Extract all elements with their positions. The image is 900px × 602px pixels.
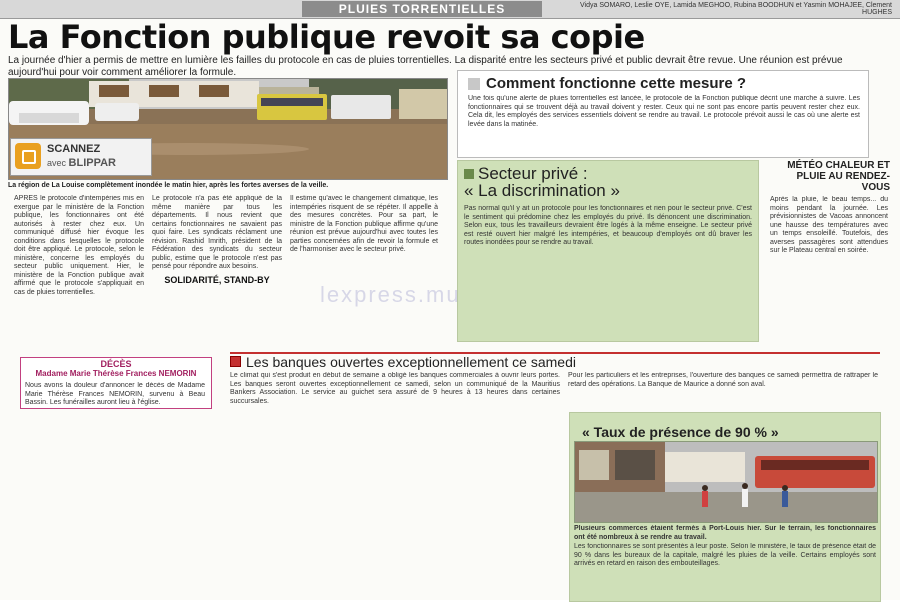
byline: Vidya SOMARO, Leslie OYE, Lamida MEGHOO, Rubina BOODHUN et Yasmin MOHAJEE, Clement HUGHES [580, 2, 892, 16]
photo-caption: La région de La Louise complètement inondée le matin hier, après les fortes averses de la veille. [8, 182, 329, 189]
obituary-name: Madame Marie Thérèse Frances NEMORIN [35, 369, 197, 378]
scan-label: SCANNEZ [47, 143, 101, 155]
scan-app-label: avec BLIPPAR [47, 157, 116, 169]
photo-caption: Plusieurs commerces étaient fermés à Port-Louis hier. Sur le terrain, les fonctionnaires ont été nombreux à se rendre au travail. [574, 525, 876, 541]
banks-title: Les banques ouvertes exceptionnellement ce samedi [230, 352, 880, 370]
section-kicker: PLUIES TORRENTIELLES [302, 1, 542, 17]
article-column-1: APRÈS le protocole d'intempéries mis en exergue par le ministère de la Fonction publique, les fonctionnaires ont été autorisés à rester chez eux. Un communiqué diffusé hier évoque les conditions dans lesquelles le protocole doit être appliqué. Le protocole, selon le ministère, concerne les employés du secteur public uniquement. Hier, le ministère de la Fonction publique avait affirmé que le protocole s'appliquait en cas de pluies torrentielles. [14, 195, 144, 296]
article-lead: La journée d'hier a permis de mettre en lumière les failles du protocole en cas de pluies torrentielles. La disparité entre les secteurs privé et public devrait être revue. Une réunion est prévue aujourd'hui pour voir comment améliorer la formule. [8, 55, 843, 78]
section-marker-icon [230, 356, 241, 367]
scan-blippar-badge[interactable] [10, 138, 152, 176]
box-title: Comment fonctionne cette mesure ? [486, 75, 747, 92]
how-it-works-box [457, 70, 869, 158]
attendance-box [569, 412, 881, 602]
box-text: Pas normal qu'il y ait un protocole pour les fonctionnaires et rien pour le secteur privé. C'est le sentiment qui prédomine chez les employés du privé. Ils dénoncent une discrimination. Selon eux, tous les travailleurs devraient être logés à la même enseigne. Le secteur privé est resté ouvert hier malgré les intempéries, et beaucoup d'employés ont dû braver les routes inondées pour se rendre au travail. [464, 205, 752, 246]
box-text: Les fonctionnaires se sont présentés à leur poste. Selon le ministère, le taux de présence était de 90 % dans les bureaux de la capitale, malgré les pluies de la veille. Certains employés sont arrivés en retard en raison des embouteillages. [574, 543, 876, 567]
box-title: « Taux de présence de 90 % » [582, 424, 779, 440]
obituary-text: Nous avons la douleur d'annoncer le décès de Madame Marie Thérèse Frances NEMORIN, survenu à Beau Bassin. Les funérailles auront lieu à l'église. [25, 382, 205, 406]
section-marker-icon [464, 169, 474, 179]
main-headline: La Fonction publique revoit sa copie [8, 18, 645, 56]
obituary-box [20, 357, 212, 409]
article-column-3: Il estime qu'avec le changement climatique, les intempéries risquent de se répéter. Il appelle à des mesures concrètes. Pour sa part, le ministre de la Fonction publique affirme qu'une réunion est prévue aujourd'hui avec toutes les parties concernées afin de revoir la formule et de l'harmoniser avec le secteur privé. [290, 195, 438, 253]
banks-text: Le climat qui s'est produit en début de semaine a obligé les banques commerciales à ouvrir leurs portes. Les banques seront ouvertes exceptionnellement ce samedi, selon un communiqué de la Mauritius Bankers Association. Le service au guichet sera assuré de 9 heures à 13 heures dans certaines succursales. [230, 372, 560, 405]
weather-title: MÉTÉO CHALEUR ET PLUIE AU RENDEZ-VOUS [787, 160, 890, 193]
header-band [0, 0, 900, 19]
banks-text-2: Pour les particuliers et les entreprises, l'ouverture des banques ce samedi permettra de rattraper le retard des opérations. La Banque de Maurice a donné son aval. [568, 372, 878, 388]
port-louis-photo [574, 441, 878, 523]
section-marker-icon [468, 78, 480, 90]
obituary-title: DÉCÈS [100, 359, 132, 369]
blippar-icon [15, 143, 41, 169]
weather-sidebar [770, 160, 890, 340]
article-column-2: Le protocole n'a pas été appliqué de la même manière par tous les départements. Il nous revient que certains fonctionnaires ne savaient pas quoi faire. Les syndicats réclament une révision. Rashid Imrith, président de la Fédération des syndicats du secteur public, estime que le protocole n'est pas pensé pour répondre aux besoins. SOLIDARITÉ, STAND-BY [152, 195, 282, 285]
box-title: Secteur privé : « La discrimination » [464, 164, 620, 200]
box-text: Une fois qu'une alerte de pluies torrentielles est lancée, le protocole de la Fonction publique décrit une marche à suivre. Les fonctionnaires qui se trouvent déjà au travail doivent y rester. Ceux qui ne sont pas encore partis peuvent rester chez eux. Cela dit, les employés des services essentiels doivent se rendre au travail. Le protocole prévoit aussi le cas où une alerte est levée dans la matinée. [468, 95, 860, 128]
private-sector-box [457, 160, 759, 342]
weather-text: Après la pluie, le beau temps... du moins pendant la journée. Les prévisionnistes de Vacoas annoncent une hausse des températures avec un temps ensoleillé. Toutefois, des averses passagères sont attendues sur le Plateau central en soirée. [770, 196, 888, 254]
column-subhead: SOLIDARITÉ, STAND-BY [164, 274, 270, 285]
watermark: lexpress.mu [320, 282, 461, 307]
